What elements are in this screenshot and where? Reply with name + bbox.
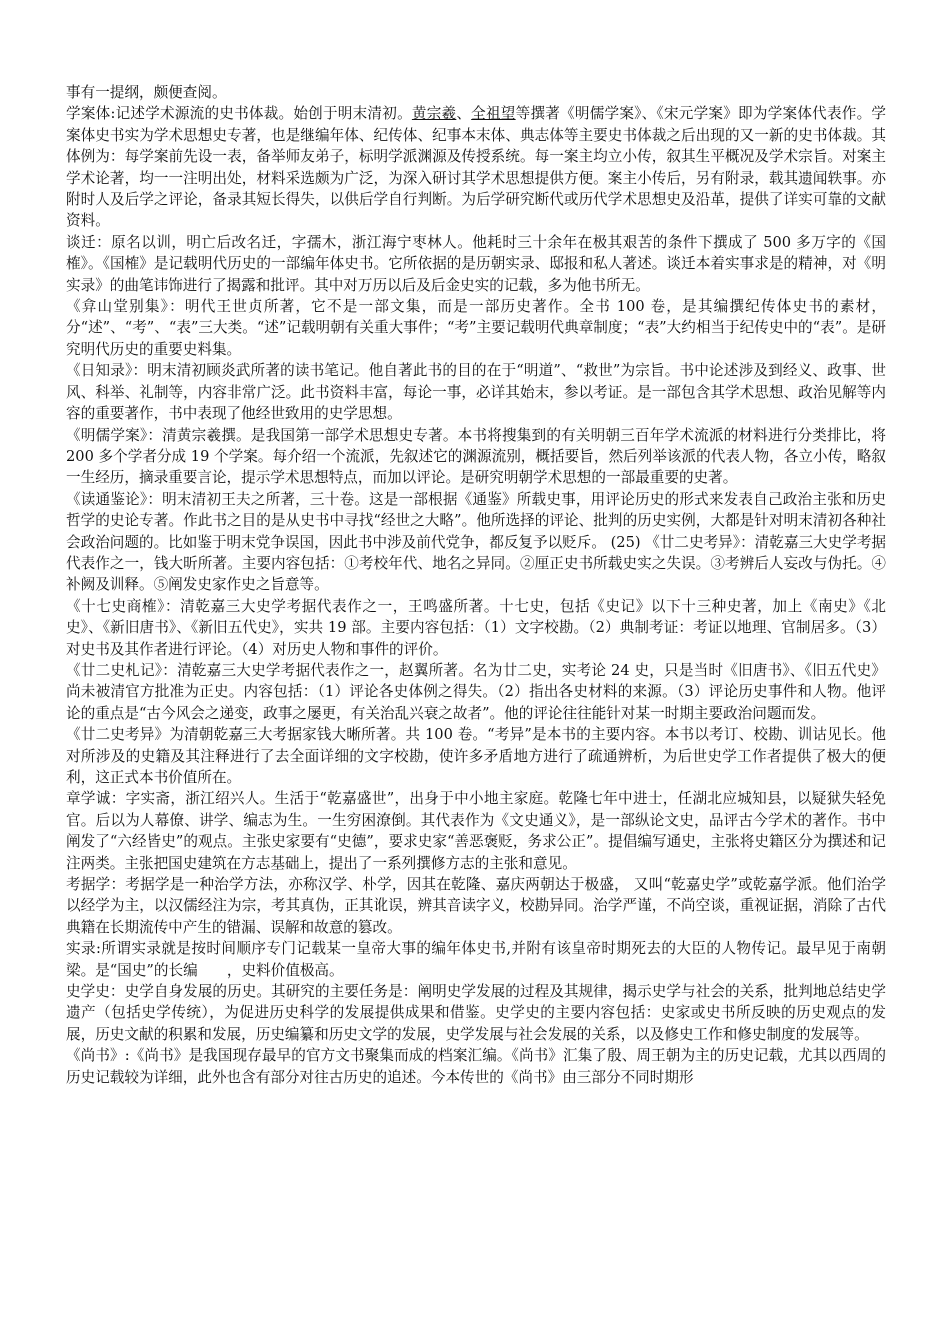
paragraph-rizhilu: 《日知录》：明末清初顾炎武所著的读书笔记。他自著此书的目的在于“明道”、“救世”为宗旨。书中论述涉及到经义、政事、世风、科举、礼制等，内容非常广泛。此书资料丰富，每论一事，必详其始末，参以考证。是一部包含其学术思想、政治见解等内容的重要著作，书中表现了他经世致用的史学思想。 [66,362,886,423]
paragraph-tan-qian: 谈迁：原名以训，明亡后改名迁，字孺木，浙江海宁枣林人。他耗时三十余年在极其艰苦的条件下撰成了 500 多万字的《国榷》。《国榷》是记载明代历史的一部编年体史书。它所依据的是历朝实录、邸报和私人著述。谈迁本着实事求是的精神，对《明实录》的曲笔讳饰进行了揭露和批评。其中对万历以后及后金史实的记载，多为他书所无。 [66,233,886,294]
paragraph-kaoju-xue: 考据学：考据学是一种治学方法，亦称汉学、朴学，因其在乾隆、嘉庆两朝达于极盛， 又叫“乾嘉史学”或乾嘉学派。他们治学以经学为主，以汉儒经注为宗，考其真伪，正其讹误，辨其音读字义，校勘异同。治学严谨，不尚空谈，重视证据，消除了古代典籍在长期流传中产生的错漏、误解和故意的篡改。 [66,876,886,936]
paragraph-shilu: 实录:所谓实录就是按时间顺序专门记载某一皇帝大事的编年体史书,并附有该皇帝时期死去的大臣的人物传记。最早见于南朝梁。是“国史”的长编 ，史料价值极高。 [66,940,886,979]
paragraph-mingru-xuean: 《明儒学案》：清黄宗羲撰。是我国第一部学术思想史专著。本书将搜集到的有关明朝三百年学术流派的材料进行分类排比，将 200 多个学者分成 19 个学案。每介绍一个流派，先叙述它的渊源流别，概括要旨，然后列举该派的代表人物，各立小传，略叙一生经历，摘录重要言论，提示学术思想特点，而加以评论。是研究明朝学术思想的一部最重要的史著。 [66,426,886,487]
document-page [66,82,886,1088]
paragraph-rest: 等撰著《明儒学案》、《宋元学案》即为学案体代表作。学案体史书实为学术思想史专著，也是继编年体、纪传体、纪事本末体、典志体等主要史书体裁之后出现的又一新的史书体裁。其体例为：每学案前先设一表，备举师友弟子，标明学派渊源及传授系统。每一案主均立小传，叙其生平概况及学术宗旨。对案主学术论著，均一一注明出处，材料采选颇为广泛，为深入研讨其学术思想提供方便。案主小传后，另有附录，载其遗闻轶事。亦附时人及后学之评论，备录其短长得失，以供后学自行判断。为后学研究断代或历代学术思想史及沿革，提供了详实可靠的文献资料。 [66,105,886,230]
paragraph-xuean-ti [66,103,886,231]
paragraph-ershiershi-zhaji: 《廿二史札记》：清乾嘉三大史学考据代表作之一，赵翼所著。名为廿二史，实考论 24 史，只是当时《旧唐书》、《旧五代史》尚未被清官方批准为正史。内容包括：（1）评论各史体例之得失。（2）指出各史材料的来源。（3）评论历史事件和人物。他评论的重点是“古今风会之递变，政事之屡更，有关治乱兴衰之故者”。他的评论往往能针对某一时期主要政治问题而发。 [66,661,886,722]
paragraph-shixue-shi: 史学史：史学自身发展的历史。其研究的主要任务是：阐明史学发展的过程及其规律，揭示史学与社会的关系，批判地总结史学遗产（包括史学传统），为促进历史科学的发展提供成果和借鉴。史学史的主要内容包括：史家或史书所反映的历史观点的发展，历史文献的积累和发展，历史编纂和历史文学的发展，史学发展与社会发展的关系，以及修史工作和修史制度的发展等。 [66,983,886,1043]
paragraph-intro-fragment: 事有一提纲，颇便查阅。 [66,84,227,101]
paragraph-shangshu: 《尚书》:《尚书》是我国现存最早的官方文书聚集而成的档案汇编。《尚书》汇集了殷、周王朝为主的历史记载，尤其以西周的历史记载较为详细，此外也含有部分对往古历史的追述。今本传世的《尚书》由三部分不同时期形 [66,1047,886,1086]
separator: 、 [456,105,472,123]
paragraph-yanshantang-bieji: 《弇山堂别集》：明代王世贞所著，它不是一部文集，而是一部历史著作。全书 100 卷，是其编撰纪传体史书的素材，分“述”、“考”、“表”三大类。“述”记载明朝有关重大事件；“考”主要记载明代典章制度；“表”大约相当于纪传史中的“表”。是研究明代历史的重要史料集。 [66,298,886,358]
link-quan-zuwang[interactable]: 全祖望 [471,105,516,123]
paragraph-lead: 学案体:记述学术源流的史书体裁。始创于明末清初。 [66,105,412,123]
paragraph-dutongjian-lun: 《读通鉴论》：明末清初王夫之所著，三十卷。这是一部根据《通鉴》所载史事，用评论历史的形式来发表自己政治主张和历史哲学的史论专著。作此书之目的是从史书中寻找“经世之大略”。他所选择的评论、批判的历史实例，大都是针对明末清初各种社会政治问题的。比如鉴于明末党争误国，因此书中涉及前代党争，都反复予以贬斥。 (25) 《廿二史考异》：清乾嘉三大史学考据代表作之一，钱大昕所著。主要内容包括：①考校年代、地名之异同。②厘正史书所载史实之失误。③考辨后人妄改与伪托。④补阙及训释。⑤阐发史家作史之旨意等。 [66,490,887,594]
paragraph-zhang-xuecheng: 章学诚：字实斋，浙江绍兴人。生活于“乾嘉盛世”，出身于中小地主家庭。乾隆七年中进士，任湖北应城知县，以疑狱失轻免官。后以为人幕僚、讲学、编志为生。一生穷困潦倒。其代表作为《文史通义》，是一部纵论文史，品评古今学术的著作。书中阐发了“六经皆史”的观点。主张史家要有“史德”，要求史家“善恶褒贬，务求公正”。提倡编写通史，主张将史籍区分为撰述和记注两类。主张把国史建筑在方志基础上，提出了一系列撰修方志的主张和意见。 [66,790,886,872]
link-huang-zongxi[interactable]: 黄宗羲 [411,105,457,123]
paragraph-ershiershi-kaoyi: 《廿二史考异》为清朝乾嘉三大考据家钱大晰所著。共 100 卷。“考异”是本书的主要内容。本书以考订、校勘、训诂见长。他对所涉及的史籍及其注释进行了去全面详细的文字校勘，使许多矛盾地方进行了疏通辨析，为后世史学工作者提供了极大的便利，这正式本书价值所在。 [66,726,886,786]
paragraph-shiqishi-shangque: 《十七史商榷》：清乾嘉三大史学考据代表作之一，王鸣盛所著。十七史，包括《史记》以下十三种史著，加上《南史》《北史》、《新旧唐书》、《新旧五代史》，实共 19 部。主要内容包括：（1）文字校勘。（2）典制考证：考证以地理、官制居多。（3）对史书及其作者进行评论。（4）对历史人物和事件的评价。 [66,597,886,658]
